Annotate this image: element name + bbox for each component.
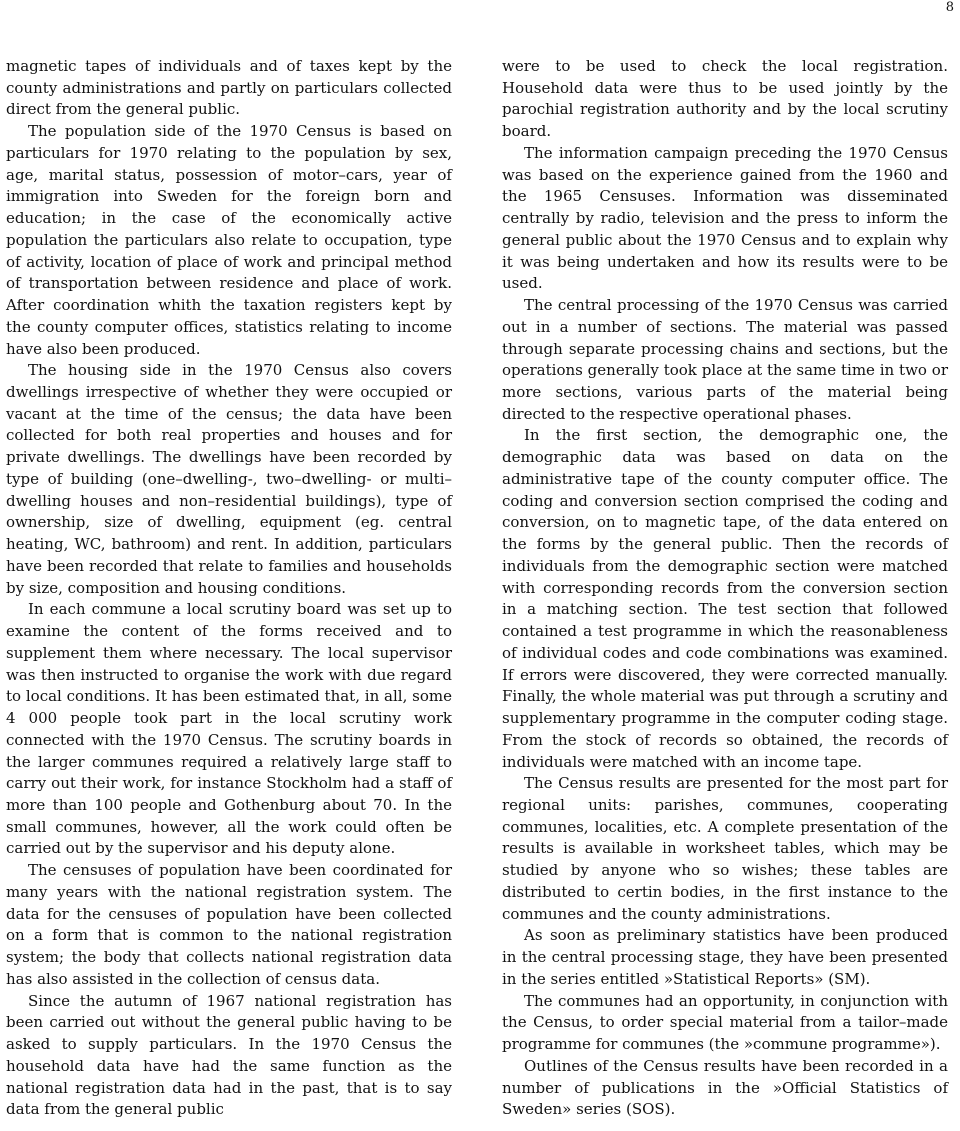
- left-column: [6, 56, 452, 1121]
- paragraph: As soon as preliminary statistics have been produced in the central processing stage, they have been presented in the series entitled »Statistical Reports» (SM).: [502, 926, 948, 988]
- paragraph: The information campaign preceding the 1970 Census was based on the experience gained from the 1960 and the 1965 Censuses. Information was disseminated centrally by radio, television and the press to inform the general public about the 1970 Census and to explain why it was being undertaken and how its results were to be used.: [502, 143, 948, 293]
- page-number: 8: [945, 0, 954, 15]
- paragraph: The censuses of population have been coordinated for many years with the national registration system. The data for the censuses of population have been collected on a form that is common to the national registration system; the body that collects national registration data has also assisted in the collection of census data.: [6, 861, 452, 988]
- paragraph: In the first section, the demographic one, the demographic data was based on data on the administrative tape of the county computer office. The coding and conversion section comprised the coding and conversion, on to magnetic tape, of the data entered on the forms by the general public. Then the records of individuals from the demographic section were matched with corresponding records from the conversion section in a matching section. The test section that followed contained a test programme in which the reasonableness of individual codes and code combinations was examined. If errors were discovered, they were corrected manually. Finally, the whole material was put through a scrutiny and supplementary programme in the computer coding stage. From the stock of records so obtained, the records of individuals were matched with an income tape.: [502, 426, 948, 771]
- paragraph: The communes had an opportunity, in conjunction with the Census, to order special material from a tailor–made programme for communes (the »commune programme»).: [502, 991, 948, 1054]
- paragraph: magnetic tapes of individuals and of taxes kept by the county administrations and partly on particulars collected direct from the general public.: [6, 57, 452, 119]
- paragraph: The central processing of the 1970 Census was carried out in a number of sections. The material was passed through separate processing chains and sections, but the operations generally took place at the same time in two or more sections, various parts of the material being directed to the respective operational phases.: [502, 296, 948, 423]
- paragraph: Outlines of the Census results have been recorded in a number of publications in the »Official Statistics of Sweden» series (SOS).: [502, 1056, 948, 1119]
- paragraph: The housing side in the 1970 Census also covers dwellings irrespective of whether they were occupied or vacant at the time of the census; the data have been collected for both real properties and houses and for private dwellings. The dwellings have been recorded by type of building (one–dwelling-, two–dwelling- or multi–dwelling houses and non–residential buildings), type of ownership, size of dwelling, equipment (eg. central heating, WC, bathroom) and rent. In addition, particulars have been recorded that relate to families and households by size, composition and housing conditions.: [6, 361, 452, 597]
- paragraph: The population side of the 1970 Census is based on particulars for 1970 relating to the population by sex, age, marital status, possession of motor–cars, year of immigration into Sweden for the foreign born and education; in the case of the economically active population the particulars also relate to occupation, type of activity, location of place of work and principal method of transportation between residence and place of work. After coordination whith the taxation registers kept by the county computer offices, statistics relating to income have also been produced.: [6, 122, 452, 358]
- paragraph: were to be used to check the local registration. Household data were thus to be used jointly by the parochial registration authority and by the local scrutiny board.: [502, 57, 948, 141]
- paragraph: The Census results are presented for the most part for regional units: parishes, communes, cooperating communes, localities, etc. A complete presentation of the results is available in worksheet tables, which may be studied by anyone who so wishes; these tables are distributed to certin bodies, in the first instance to the communes and the county administrations.: [502, 774, 948, 923]
- right-column: [502, 56, 948, 1121]
- paragraph: In each commune a local scrutiny board was set up to examine the content of the forms received and to supplement them where necessary. The local supervisor was then instructed to organise the work with due regard to local conditions. It has been estimated that, in all, some 4 000 people took part in the local scrutiny work connected with the 1970 Census. The scrutiny boards in the larger communes required a relatively large staff to carry out their work, for instance Stockholm had a staff of more than 100 people and Gothenburg about 70. In the small communes, however, all the work could often be carried out by the supervisor and his deputy alone.: [6, 600, 452, 858]
- paragraph: Since the autumn of 1967 national registration has been carried out without the general public having to be asked to supply particulars. In the 1970 Census the household data have had the same function as the national registration data had in the past, that is to say data from the general public: [6, 991, 452, 1119]
